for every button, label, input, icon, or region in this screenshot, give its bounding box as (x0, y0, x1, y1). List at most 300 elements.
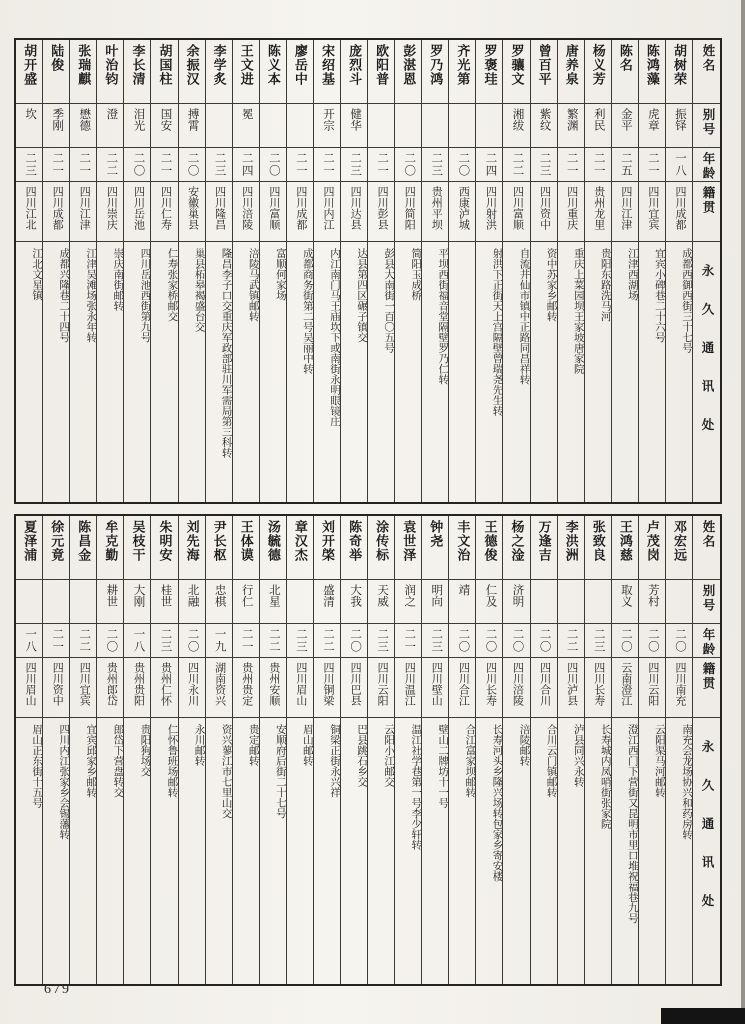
person-age: 二〇 (449, 624, 475, 658)
person-alias: 靖 (449, 580, 475, 624)
person-name: 万逢吉 (531, 516, 557, 580)
person-address: 贵阳狗场交 (139, 724, 151, 777)
person-alias: 季刚 (43, 104, 69, 148)
person-column (475, 516, 502, 984)
person-age: 二二 (97, 148, 123, 182)
person-age: 二二 (558, 624, 584, 658)
person-age: 二二 (314, 624, 340, 658)
person-native-place: 安徽巢县 (179, 182, 205, 242)
person-native-place: 四川资中 (43, 658, 69, 718)
person-name: 徐元竟 (43, 516, 69, 580)
person-alias: 耕世 (97, 580, 123, 624)
person-name: 王德俊 (476, 516, 502, 580)
person-name: 尹长枢 (206, 516, 232, 580)
header-age-label: 年龄 (693, 148, 720, 182)
person-age: 二〇 (639, 624, 665, 658)
person-name: 齐光第 (449, 40, 475, 104)
person-age: 二〇 (612, 624, 638, 658)
person-alias: 大刚 (124, 580, 150, 624)
person-name: 彭湛恩 (395, 40, 421, 104)
person-column (530, 516, 557, 984)
person-address: 富顺何家场 (274, 248, 286, 301)
person-column (475, 40, 502, 502)
person-native-place: 四川永川 (179, 658, 205, 718)
person-native-place: 四川南充 (666, 658, 692, 718)
person-address: 泸县同兴永转 (572, 724, 584, 787)
person-native-place: 四川富顺 (503, 182, 529, 242)
person-name: 罗乃鸿 (422, 40, 448, 104)
person-column (638, 40, 665, 502)
person-native-place: 四川内江 (314, 182, 340, 242)
person-address: 云阳小江邮交 (383, 724, 395, 787)
person-name: 刘先海 (179, 516, 205, 580)
person-column (584, 516, 611, 984)
person-address: 铜梁正街永兴祥 (328, 724, 340, 798)
person-alias: 繁渊 (558, 104, 584, 148)
person-native-place: 四川云阳 (639, 658, 665, 718)
person-address: 内江南门马王庙坎下或南街永明眼镜庄 (328, 248, 340, 427)
person-address: 宜宾邱家乡邮转 (85, 724, 97, 798)
person-name: 章汉杰 (287, 516, 313, 580)
person-name: 吴枝干 (124, 516, 150, 580)
person-age: 二二 (503, 148, 529, 182)
person-address: 江津吴滩场张永年转 (85, 248, 97, 343)
person-alias: 澄 (97, 104, 123, 148)
person-age: 二一 (314, 148, 340, 182)
person-column (557, 516, 584, 984)
person-name: 钟尧 (422, 516, 448, 580)
person-alias: 振铎 (666, 104, 692, 148)
header-address-label: 永久通讯处 (700, 264, 714, 457)
person-name: 丰文治 (449, 516, 475, 580)
person-alias: 盛清 (314, 580, 340, 624)
header-alias-label: 别号 (693, 104, 720, 148)
person-native-place: 四川崇庆 (97, 182, 123, 242)
person-address (449, 242, 475, 502)
person-alias: 仁及 (476, 580, 502, 624)
person-native-place: 西康泸城 (449, 182, 475, 242)
header-name-label: 姓名 (693, 40, 720, 104)
person-native-place: 四川江北 (16, 182, 42, 242)
person-alias: 芳村 (639, 580, 665, 624)
person-alias: 润之 (395, 580, 421, 624)
person-age: 二〇 (179, 624, 205, 658)
person-native-place: 四川简阳 (395, 182, 421, 242)
person-address: 涪陵邮转 (518, 724, 530, 766)
person-name: 朱明安 (151, 516, 177, 580)
person-native-place: 四川彭县 (368, 182, 394, 242)
person-column (611, 516, 638, 984)
person-address: 仁寿张家桥邮交 (166, 248, 178, 322)
person-name: 罗骧文 (503, 40, 529, 104)
person-name: 陈名 (612, 40, 638, 104)
person-native-place: 四川眉山 (287, 658, 313, 718)
person-column (421, 516, 448, 984)
person-name: 胡开盛 (16, 40, 42, 104)
person-alias (16, 580, 42, 624)
person-age: 二一 (151, 148, 177, 182)
person-native-place: 四川成都 (287, 182, 313, 242)
person-age: 二一 (287, 148, 313, 182)
person-name: 陈昌金 (70, 516, 96, 580)
person-name: 胡树荣 (666, 40, 692, 104)
person-age: 一八 (124, 624, 150, 658)
person-name: 邓宏远 (666, 516, 692, 580)
person-column (259, 40, 286, 502)
person-age: 二三 (16, 148, 42, 182)
person-alias (666, 580, 692, 624)
person-name: 王体谟 (233, 516, 259, 580)
person-alias: 湘绂 (503, 104, 529, 148)
person-column (150, 516, 177, 984)
person-column (259, 516, 286, 984)
person-alias: 天威 (368, 580, 394, 624)
person-age: 二四 (476, 148, 502, 182)
person-native-place: 贵州平坝 (422, 182, 448, 242)
person-native-place: 四川温江 (395, 658, 421, 718)
person-column (232, 40, 259, 502)
person-name: 王文进 (233, 40, 259, 104)
header-native-label: 籍贯 (693, 182, 720, 242)
person-address: 成都兴隆巷二十四号 (58, 248, 70, 343)
person-name: 牟克勤 (97, 516, 123, 580)
person-column (232, 516, 259, 984)
person-address: 壁山二牌坊十一号 (437, 724, 449, 808)
person-column (313, 40, 340, 502)
person-column (150, 40, 177, 502)
person-alias: 忠棋 (206, 580, 232, 624)
person-column (340, 516, 367, 984)
person-column (123, 516, 150, 984)
person-alias (422, 104, 448, 148)
person-address: 江津西湖场 (626, 248, 638, 301)
person-native-place: 贵州仁怀 (151, 658, 177, 718)
person-column (421, 40, 448, 502)
person-name: 袁世泽 (395, 516, 421, 580)
person-native-place: 四川眉山 (16, 658, 42, 718)
person-column (502, 516, 529, 984)
person-alias: 国安 (151, 104, 177, 148)
person-age: 二〇 (666, 624, 692, 658)
person-alias (558, 580, 584, 624)
person-native-place: 四川巴县 (341, 658, 367, 718)
person-native-place: 四川铜梁 (314, 658, 340, 718)
person-address: 四川内江张家乡会锡藩转 (58, 724, 70, 840)
person-column (16, 516, 42, 984)
person-address: 成都西御西街三十七号 (681, 248, 692, 353)
person-native-place: 四川仁寿 (151, 182, 177, 242)
person-alias: 泪光 (124, 104, 150, 148)
table-header-column (692, 40, 720, 502)
person-age: 二一 (585, 148, 611, 182)
person-age: 二三 (151, 624, 177, 658)
person-native-place: 四川隆昌 (206, 182, 232, 242)
person-name: 李学炙 (206, 40, 232, 104)
header-name-label: 姓名 (693, 516, 720, 580)
person-column (367, 40, 394, 502)
person-address: 成都商务街第二号吴丽中转 (301, 248, 313, 374)
person-address: 温江社学巷第一号李少轩转 (410, 724, 422, 850)
person-age: 二四 (233, 148, 259, 182)
person-native-place: 四川合江 (449, 658, 475, 718)
person-age: 二三 (531, 148, 557, 182)
person-address: 合川云门镇邮转 (545, 724, 557, 798)
person-native-place: 四川射洪 (476, 182, 502, 242)
person-address: 贵定邮转 (247, 724, 259, 766)
person-column (340, 40, 367, 502)
person-age: 一八 (666, 148, 692, 182)
person-name: 卢茂岗 (639, 516, 665, 580)
person-name: 汤毓德 (260, 516, 286, 580)
directory-section-top (14, 38, 722, 504)
person-age: 二一 (233, 624, 259, 658)
person-age: 二一 (395, 624, 421, 658)
person-address: 安顺府后街二十七号 (274, 724, 286, 819)
person-age: 二〇 (124, 148, 150, 182)
person-native-place: 贵州贵定 (233, 658, 259, 718)
person-name: 夏泽浦 (16, 516, 42, 580)
header-age-label: 年龄 (693, 624, 720, 658)
person-native-place: 四川富顺 (260, 182, 286, 242)
header-native-label: 籍贯 (693, 658, 720, 718)
person-alias: 金平 (612, 104, 638, 148)
person-column (286, 40, 313, 502)
person-name: 李洪洲 (558, 516, 584, 580)
person-alias: 行仁 (233, 580, 259, 624)
table-header-column (692, 516, 720, 984)
person-native-place: 四川长寿 (476, 658, 502, 718)
person-address: 南充会龙场协兴和药房转 (681, 724, 692, 840)
person-native-place: 四川涪陵 (233, 182, 259, 242)
person-alias: 大我 (341, 580, 367, 624)
person-address: 云阳渠马河邮转 (653, 724, 665, 798)
person-native-place: 云南澄江 (612, 658, 638, 718)
person-name: 庞烈斗 (341, 40, 367, 104)
person-name: 陈鸿藻 (639, 40, 665, 104)
person-alias: 虎章 (639, 104, 665, 148)
person-alias (70, 580, 96, 624)
person-alias: 济明 (503, 580, 529, 624)
person-address: 巴县跳石乡交 (356, 724, 368, 787)
person-column (448, 40, 475, 502)
person-native-place: 四川达县 (341, 182, 367, 242)
person-native-place: 四川涪陵 (503, 658, 529, 718)
person-alias (43, 580, 69, 624)
person-native-place: 四川江津 (70, 182, 96, 242)
person-alias (287, 580, 313, 624)
person-column (394, 40, 421, 502)
person-name: 陆俊 (43, 40, 69, 104)
person-address: 永川邮转 (193, 724, 205, 766)
person-native-place: 四川成都 (666, 182, 692, 242)
scan-artifact-bottom-corner (661, 1008, 745, 1024)
person-age: 二三 (368, 624, 394, 658)
person-name: 罗褒珪 (476, 40, 502, 104)
person-alias: 开宗 (314, 104, 340, 148)
header-address-label: 永久通讯处 (700, 740, 714, 933)
header-alias-label: 别号 (693, 580, 720, 624)
person-alias (395, 104, 421, 148)
person-address: 资中苏家乡邮转 (545, 248, 557, 322)
person-native-place: 四川宜宾 (639, 182, 665, 242)
person-alias (287, 104, 313, 148)
person-column (69, 516, 96, 984)
person-address: 江北文星镇 (31, 248, 43, 301)
person-age: 二〇 (503, 624, 529, 658)
person-column (286, 516, 313, 984)
scan-artifact-right-edge (741, 0, 745, 1024)
person-column (638, 516, 665, 984)
person-address: 射洪下正街天上宫隔壁曾瑞尧先生转 (491, 248, 503, 416)
person-alias: 搏霄 (179, 104, 205, 148)
person-address: 巢县柘皋褐盛台交 (193, 248, 205, 332)
person-alias: 坎 (16, 104, 42, 148)
person-name: 杨之淦 (503, 516, 529, 580)
person-column (96, 516, 123, 984)
directory-table (14, 38, 722, 986)
person-age: 二一 (43, 624, 69, 658)
person-column (42, 40, 69, 502)
person-column (665, 40, 692, 502)
person-name: 余振汉 (179, 40, 205, 104)
person-native-place: 四川云阳 (368, 658, 394, 718)
person-age: 二二 (70, 624, 96, 658)
person-age: 二一 (558, 148, 584, 182)
person-alias: 北融 (179, 580, 205, 624)
person-address: 郎岱下营盘转交 (112, 724, 124, 798)
person-name: 唐养泉 (558, 40, 584, 104)
person-alias (585, 580, 611, 624)
person-native-place: 四川长寿 (585, 658, 611, 718)
person-native-place: 贵州郎岱 (97, 658, 123, 718)
person-name: 陈义本 (260, 40, 286, 104)
person-column (16, 40, 42, 502)
person-age: 二〇 (395, 148, 421, 182)
person-name: 陈奇举 (341, 516, 367, 580)
person-address: 彭县大南街一百〇五号 (383, 248, 395, 353)
person-column (584, 40, 611, 502)
person-column (205, 516, 232, 984)
person-alias: 懋德 (70, 104, 96, 148)
person-alias (260, 104, 286, 148)
person-column (123, 40, 150, 502)
person-address: 长寿河头乡隆兴场转包家乡寄安楼 (491, 724, 503, 882)
person-alias (368, 104, 394, 148)
person-age: 二三 (341, 148, 367, 182)
person-address: 涪陵马武镇邮转 (247, 248, 259, 322)
person-age: 二三 (287, 624, 313, 658)
person-address: 贵阳东路洗马河 (599, 248, 611, 322)
person-name: 曾百平 (531, 40, 557, 104)
person-age: 二〇 (179, 148, 205, 182)
person-address: 仁怀鲁班场邮转 (166, 724, 178, 798)
person-alias: 紫纹 (531, 104, 557, 148)
person-column (665, 516, 692, 984)
person-column (42, 516, 69, 984)
person-name: 宋绍基 (314, 40, 340, 104)
person-name: 刘开棨 (314, 516, 340, 580)
person-alias (206, 104, 232, 148)
person-column (394, 516, 421, 984)
person-address: 自流井仙市镇中正路同昌祥转 (518, 248, 530, 385)
person-address: 达县第四区碾子镇交 (356, 248, 368, 343)
person-alias (449, 104, 475, 148)
person-column (178, 516, 205, 984)
person-name: 廖岳中 (287, 40, 313, 104)
person-age: 二三 (422, 624, 448, 658)
person-address: 眉山正东街十五号 (31, 724, 43, 808)
person-native-place: 四川泸县 (558, 658, 584, 718)
person-native-place: 贵州龙里 (585, 182, 611, 242)
person-native-place: 四川合川 (531, 658, 557, 718)
person-name: 胡国柱 (151, 40, 177, 104)
person-column (530, 40, 557, 502)
person-age: 二〇 (341, 624, 367, 658)
person-column (611, 40, 638, 502)
person-age: 二〇 (97, 624, 123, 658)
person-native-place: 四川重庆 (558, 182, 584, 242)
person-address: 长寿城内凤哨街张家院 (599, 724, 611, 829)
person-column (178, 40, 205, 502)
person-column (502, 40, 529, 502)
person-column (96, 40, 123, 502)
directory-section-bottom (14, 514, 722, 986)
person-native-place: 四川宜宾 (70, 658, 96, 718)
person-name: 张瑞麒 (70, 40, 96, 104)
person-address: 隆昌李子口交重庆军政部驻川军需局第三科转 (220, 248, 232, 458)
person-alias: 北星 (260, 580, 286, 624)
person-native-place: 四川成都 (43, 182, 69, 242)
person-age: 二三 (206, 148, 232, 182)
person-column (367, 516, 394, 984)
person-name: 叶治钧 (97, 40, 123, 104)
person-address: 平坝西街福音堂隔壁罗乃仁转 (437, 248, 449, 385)
person-native-place: 四川江津 (612, 182, 638, 242)
person-address: 宜宾小碑巷二十六号 (653, 248, 665, 343)
person-name: 欧阳普 (368, 40, 394, 104)
person-name: 王鸿慈 (612, 516, 638, 580)
person-alias: 明向 (422, 580, 448, 624)
person-age: 二〇 (476, 624, 502, 658)
person-address: 四川岳池西街第九号 (139, 248, 151, 343)
person-age: 二三 (585, 624, 611, 658)
person-age: 二〇 (449, 148, 475, 182)
person-address: 资兴蓼江市七里山交 (220, 724, 232, 819)
person-name: 杨义芳 (585, 40, 611, 104)
person-column (448, 516, 475, 984)
person-column (557, 40, 584, 502)
person-age: 二五 (612, 148, 638, 182)
person-address: 眉山邮转 (301, 724, 313, 766)
person-native-place: 贵州安顺 (260, 658, 286, 718)
person-age: 二三 (422, 148, 448, 182)
person-age: 二二 (260, 624, 286, 658)
person-column (313, 516, 340, 984)
person-alias (476, 104, 502, 148)
person-name: 涂传标 (368, 516, 394, 580)
person-age: 二一 (43, 148, 69, 182)
person-name: 李长清 (124, 40, 150, 104)
person-alias: 健华 (341, 104, 367, 148)
person-name: 张致良 (585, 516, 611, 580)
person-column (69, 40, 96, 502)
person-age: 一九 (206, 624, 232, 658)
person-alias: 桂世 (151, 580, 177, 624)
person-native-place: 贵州贵阳 (124, 658, 150, 718)
person-native-place: 四川壁山 (422, 658, 448, 718)
person-alias: 利民 (585, 104, 611, 148)
person-age: 二一 (368, 148, 394, 182)
